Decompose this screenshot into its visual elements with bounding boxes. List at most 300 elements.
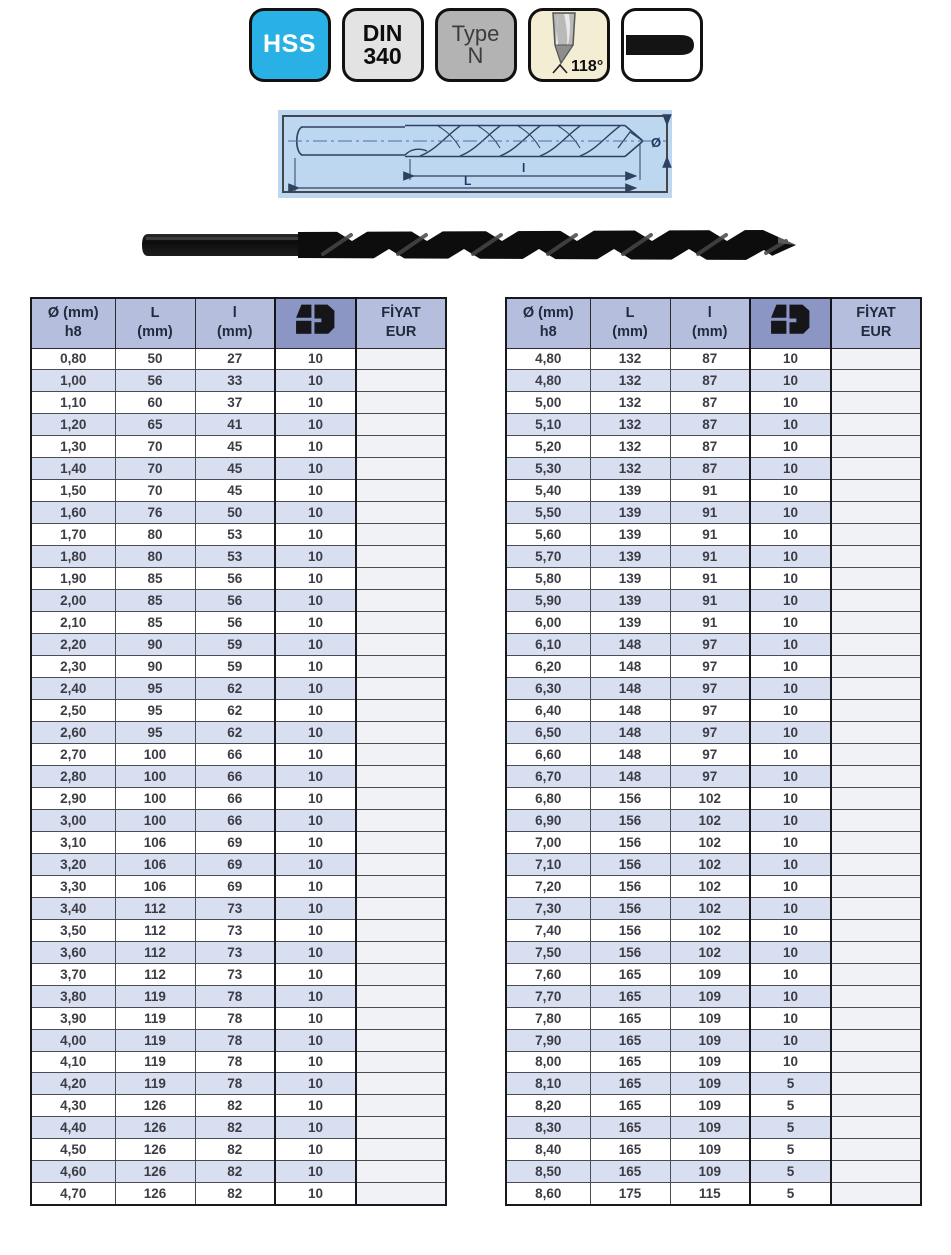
table-cell: 45: [195, 480, 275, 502]
table-cell: 165: [590, 1117, 670, 1139]
table-cell: 10: [275, 700, 356, 722]
type-n-badge: [435, 8, 517, 82]
table-cell: [831, 678, 921, 700]
table-cell: [831, 963, 921, 985]
table-row: [31, 1073, 446, 1095]
table-cell: 5: [750, 1183, 831, 1205]
table-cell: 45: [195, 458, 275, 480]
table-cell: 97: [670, 765, 750, 787]
table-cell: [831, 721, 921, 743]
table-cell: 10: [275, 678, 356, 700]
drill-bit-photo: [138, 219, 822, 271]
table-row: [31, 612, 446, 634]
table-cell: [356, 568, 446, 590]
table-cell: 82: [195, 1117, 275, 1139]
table-cell: 10: [275, 1161, 356, 1183]
table-cell: 5,10: [506, 414, 590, 436]
table-cell: 3,40: [31, 897, 115, 919]
table-cell: 85: [115, 568, 195, 590]
table-row: [506, 809, 921, 831]
table-cell: 10: [275, 1183, 356, 1205]
table-cell: 132: [590, 436, 670, 458]
table-row: [506, 853, 921, 875]
table-cell: 112: [115, 941, 195, 963]
table-row: [506, 1183, 921, 1205]
table-cell: 97: [670, 634, 750, 656]
table-cell: 10: [275, 480, 356, 502]
table-cell: 62: [195, 700, 275, 722]
table-cell: 2,30: [31, 656, 115, 678]
table-cell: 5,50: [506, 502, 590, 524]
table-cell: 119: [115, 985, 195, 1007]
table-cell: 132: [590, 392, 670, 414]
table-cell: 5: [750, 1117, 831, 1139]
drill-dimension-diagram-icon: [278, 110, 672, 198]
table-cell: 10: [275, 1139, 356, 1161]
table-row: [506, 765, 921, 787]
table-cell: 156: [590, 831, 670, 853]
table-cell: 10: [275, 656, 356, 678]
table-cell: [831, 348, 921, 370]
table-cell: 10: [275, 831, 356, 853]
table-cell: [356, 765, 446, 787]
table-cell: 7,20: [506, 875, 590, 897]
table-cell: 109: [670, 1117, 750, 1139]
table-row: [506, 1007, 921, 1029]
table-cell: 119: [115, 1073, 195, 1095]
table-cell: [831, 985, 921, 1007]
table-cell: 165: [590, 1051, 670, 1073]
col-header-diameter: Ø (mm) h8: [31, 298, 115, 348]
table-row: [31, 985, 446, 1007]
table-cell: 148: [590, 721, 670, 743]
table-cell: [356, 612, 446, 634]
table-cell: 112: [115, 963, 195, 985]
table-cell: 132: [590, 370, 670, 392]
table-cell: [831, 590, 921, 612]
table-cell: [356, 348, 446, 370]
table-cell: 6,50: [506, 721, 590, 743]
technical-drawing: [278, 110, 672, 198]
table-cell: 80: [115, 524, 195, 546]
table-row: [506, 897, 921, 919]
table-cell: 106: [115, 831, 195, 853]
table-cell: 10: [750, 919, 831, 941]
table-cell: [831, 941, 921, 963]
table-cell: 5,70: [506, 546, 590, 568]
table-row: [31, 831, 446, 853]
table-cell: 7,00: [506, 831, 590, 853]
table-row: [31, 743, 446, 765]
table-row: [506, 1029, 921, 1051]
table-cell: 87: [670, 436, 750, 458]
table-cell: 109: [670, 985, 750, 1007]
table-cell: 7,10: [506, 853, 590, 875]
table-cell: 10: [275, 1095, 356, 1117]
table-cell: 10: [275, 919, 356, 941]
table-cell: 139: [590, 480, 670, 502]
table-cell: 100: [115, 787, 195, 809]
col-header-price: FİYAT EUR: [831, 298, 921, 348]
table-cell: 10: [750, 414, 831, 436]
table-cell: 85: [115, 590, 195, 612]
table-row: [31, 787, 446, 809]
table-cell: [356, 480, 446, 502]
table-row: [31, 370, 446, 392]
table-cell: [356, 1161, 446, 1183]
table-cell: 100: [115, 743, 195, 765]
table-cell: 10: [750, 809, 831, 831]
table-cell: 102: [670, 941, 750, 963]
table-row: [506, 941, 921, 963]
table-cell: 4,00: [31, 1029, 115, 1051]
table-row: [506, 875, 921, 897]
table-cell: 70: [115, 480, 195, 502]
table-cell: 10: [750, 743, 831, 765]
table-cell: 3,50: [31, 919, 115, 941]
table-cell: 97: [670, 743, 750, 765]
table-cell: 8,60: [506, 1183, 590, 1205]
table-cell: 4,30: [31, 1095, 115, 1117]
spec-table-left: [30, 297, 447, 1206]
table-cell: 10: [275, 853, 356, 875]
table-cell: 10: [750, 590, 831, 612]
table-cell: 109: [670, 1139, 750, 1161]
table-cell: 8,00: [506, 1051, 590, 1073]
col-header-flute-length: l (mm): [670, 298, 750, 348]
hss-label: HSS: [263, 30, 316, 59]
table-row: [506, 656, 921, 678]
table-row: [506, 392, 921, 414]
table-cell: 126: [115, 1139, 195, 1161]
din-label-line2: 340: [363, 43, 402, 69]
table-row: [31, 809, 446, 831]
table-cell: 10: [750, 370, 831, 392]
table-cell: 10: [750, 875, 831, 897]
table-cell: 148: [590, 678, 670, 700]
table-row: [506, 546, 921, 568]
table-cell: 102: [670, 853, 750, 875]
table-cell: 165: [590, 1007, 670, 1029]
table-cell: 10: [750, 1051, 831, 1073]
table-cell: 126: [115, 1117, 195, 1139]
table-cell: [831, 1183, 921, 1205]
table-cell: 10: [275, 941, 356, 963]
table-cell: 165: [590, 1161, 670, 1183]
drill-bit-photo-icon: [138, 219, 822, 271]
table-row: [31, 634, 446, 656]
table-cell: 119: [115, 1029, 195, 1051]
table-cell: 132: [590, 348, 670, 370]
table-cell: [831, 787, 921, 809]
table-cell: 10: [275, 963, 356, 985]
table-cell: [356, 392, 446, 414]
table-cell: 106: [115, 853, 195, 875]
table-cell: [831, 370, 921, 392]
table-cell: 126: [115, 1095, 195, 1117]
table-row: [506, 721, 921, 743]
table-cell: 165: [590, 963, 670, 985]
table-cell: [356, 414, 446, 436]
table-row: [31, 524, 446, 546]
table-cell: 95: [115, 721, 195, 743]
table-row: [31, 678, 446, 700]
table-cell: 82: [195, 1139, 275, 1161]
table-cell: 3,00: [31, 809, 115, 831]
table-cell: 8,50: [506, 1161, 590, 1183]
table-cell: 4,70: [31, 1183, 115, 1205]
table-cell: 10: [750, 392, 831, 414]
table-cell: 10: [275, 809, 356, 831]
table-cell: 8,20: [506, 1095, 590, 1117]
table-cell: 5: [750, 1161, 831, 1183]
table-cell: 5,40: [506, 480, 590, 502]
table-cell: 109: [670, 1161, 750, 1183]
table-cell: 53: [195, 524, 275, 546]
table-cell: 66: [195, 743, 275, 765]
table-row: [506, 1139, 921, 1161]
table-cell: 102: [670, 787, 750, 809]
table-row: [31, 765, 446, 787]
table-cell: 70: [115, 436, 195, 458]
table-cell: 78: [195, 985, 275, 1007]
table-row: [31, 897, 446, 919]
table-cell: [356, 458, 446, 480]
table-cell: [356, 897, 446, 919]
table-cell: [831, 524, 921, 546]
table-cell: 102: [670, 897, 750, 919]
table-cell: [831, 809, 921, 831]
table-cell: 4,40: [31, 1117, 115, 1139]
table-row: [31, 919, 446, 941]
table-cell: 10: [750, 678, 831, 700]
table-cell: 10: [750, 831, 831, 853]
col-header-price: FİYAT EUR: [356, 298, 446, 348]
table-cell: [356, 1007, 446, 1029]
table-cell: 78: [195, 1073, 275, 1095]
table-cell: 2,50: [31, 700, 115, 722]
table-row: [506, 963, 921, 985]
table-cell: 6,80: [506, 787, 590, 809]
table-cell: [356, 721, 446, 743]
table-cell: 10: [275, 787, 356, 809]
table-cell: 1,70: [31, 524, 115, 546]
table-cell: 10: [750, 1029, 831, 1051]
table-cell: 6,10: [506, 634, 590, 656]
table-cell: 91: [670, 612, 750, 634]
table-cell: 156: [590, 809, 670, 831]
table-cell: 91: [670, 546, 750, 568]
table-cell: 148: [590, 634, 670, 656]
table-cell: 10: [275, 524, 356, 546]
table-cell: 78: [195, 1029, 275, 1051]
table-cell: 109: [670, 1051, 750, 1073]
table-cell: 10: [750, 502, 831, 524]
table-cell: 6,40: [506, 700, 590, 722]
table-cell: 10: [750, 1007, 831, 1029]
table-cell: [831, 458, 921, 480]
table-cell: 6,70: [506, 765, 590, 787]
table-row: [506, 568, 921, 590]
table-cell: [831, 1051, 921, 1073]
table-cell: 112: [115, 897, 195, 919]
table-cell: [356, 985, 446, 1007]
table-cell: [831, 765, 921, 787]
table-cell: 2,70: [31, 743, 115, 765]
table-cell: [356, 1029, 446, 1051]
table-row: [506, 524, 921, 546]
table-cell: 73: [195, 941, 275, 963]
table-row: [506, 678, 921, 700]
table-cell: 1,00: [31, 370, 115, 392]
table-cell: [831, 919, 921, 941]
table-row: [506, 831, 921, 853]
table-cell: [831, 831, 921, 853]
table-cell: 165: [590, 1139, 670, 1161]
col-header-pack-qty: [750, 298, 831, 348]
table-cell: 10: [275, 1029, 356, 1051]
table-row: [31, 700, 446, 722]
table-cell: 3,70: [31, 963, 115, 985]
table-cell: 10: [750, 700, 831, 722]
table-cell: 10: [275, 985, 356, 1007]
table-cell: 76: [115, 502, 195, 524]
table-cell: [831, 480, 921, 502]
table-cell: 10: [750, 985, 831, 1007]
table-cell: 10: [275, 568, 356, 590]
table-row: [31, 568, 446, 590]
table-header: [31, 298, 446, 348]
table-cell: 6,20: [506, 656, 590, 678]
table-cell: 5: [750, 1139, 831, 1161]
table-cell: 10: [275, 897, 356, 919]
table-cell: 2,90: [31, 787, 115, 809]
table-cell: 102: [670, 809, 750, 831]
table-cell: [831, 634, 921, 656]
table-cell: [356, 963, 446, 985]
col-header-diameter: Ø (mm) h8: [506, 298, 590, 348]
table-row: [506, 700, 921, 722]
diameter-label: Ø: [651, 135, 662, 150]
table-cell: [831, 656, 921, 678]
table-row: [506, 1073, 921, 1095]
table-cell: 10: [275, 458, 356, 480]
table-cell: 4,80: [506, 348, 590, 370]
table-cell: 4,20: [31, 1073, 115, 1095]
table-cell: 109: [670, 1029, 750, 1051]
table-cell: 66: [195, 809, 275, 831]
table-row: [31, 590, 446, 612]
table-row: [506, 414, 921, 436]
col-header-total-length: L (mm): [115, 298, 195, 348]
cylindrical-shank-badge: [621, 8, 703, 82]
table-cell: [831, 568, 921, 590]
table-row: [31, 1117, 446, 1139]
table-cell: 10: [750, 634, 831, 656]
table-cell: 10: [750, 721, 831, 743]
table-cell: 100: [115, 809, 195, 831]
table-cell: 6,60: [506, 743, 590, 765]
table-cell: 148: [590, 700, 670, 722]
table-cell: 109: [670, 1095, 750, 1117]
table-row: [506, 458, 921, 480]
table-cell: 80: [115, 546, 195, 568]
hss-badge: [249, 8, 331, 82]
table-cell: 91: [670, 568, 750, 590]
table-cell: 78: [195, 1007, 275, 1029]
table-cell: 1,50: [31, 480, 115, 502]
table-cell: 4,50: [31, 1139, 115, 1161]
table-cell: 3,30: [31, 875, 115, 897]
table-cell: 4,60: [31, 1161, 115, 1183]
table-cell: 5: [750, 1073, 831, 1095]
table-cell: 156: [590, 875, 670, 897]
table-cell: [356, 700, 446, 722]
table-row: [506, 612, 921, 634]
spec-table-right: [505, 297, 922, 1206]
table-cell: 3,90: [31, 1007, 115, 1029]
table-cell: 10: [275, 612, 356, 634]
table-cell: 175: [590, 1183, 670, 1205]
table-cell: 73: [195, 919, 275, 941]
table-cell: 10: [275, 348, 356, 370]
drill-point-118-icon: [531, 11, 607, 79]
table-cell: 59: [195, 656, 275, 678]
table-row: [31, 721, 446, 743]
table-cell: 10: [750, 612, 831, 634]
col-header-total-length: L (mm): [590, 298, 670, 348]
table-row: [31, 480, 446, 502]
table-row: [506, 502, 921, 524]
table-cell: 7,40: [506, 919, 590, 941]
table-cell: 148: [590, 656, 670, 678]
table-row: [31, 458, 446, 480]
table-row: [31, 436, 446, 458]
table-cell: 10: [750, 348, 831, 370]
table-cell: [356, 831, 446, 853]
table-cell: 10: [275, 634, 356, 656]
table-cell: 5,30: [506, 458, 590, 480]
table-row: [31, 414, 446, 436]
table-cell: 62: [195, 678, 275, 700]
table-cell: 10: [750, 787, 831, 809]
table-cell: 10: [275, 1117, 356, 1139]
din-label-line1: DIN: [362, 19, 403, 46]
table-cell: 6,90: [506, 809, 590, 831]
table-cell: [831, 1139, 921, 1161]
table-cell: 10: [275, 590, 356, 612]
table-body-left: [31, 348, 446, 1205]
table-body-right: [506, 348, 921, 1205]
table-cell: [356, 1117, 446, 1139]
table-row: [31, 1029, 446, 1051]
table-cell: 132: [590, 414, 670, 436]
table-cell: 7,70: [506, 985, 590, 1007]
table-cell: [831, 612, 921, 634]
table-row: [31, 392, 446, 414]
type-label-line1: Type: [451, 20, 500, 46]
cylindrical-shank-icon: [624, 11, 700, 79]
table-cell: 10: [750, 765, 831, 787]
table-cell: 1,80: [31, 546, 115, 568]
table-cell: 97: [670, 656, 750, 678]
table-row: [506, 1117, 921, 1139]
table-cell: [831, 1161, 921, 1183]
table-cell: 8,30: [506, 1117, 590, 1139]
table-cell: 10: [275, 721, 356, 743]
table-cell: 7,30: [506, 897, 590, 919]
table-cell: 1,90: [31, 568, 115, 590]
